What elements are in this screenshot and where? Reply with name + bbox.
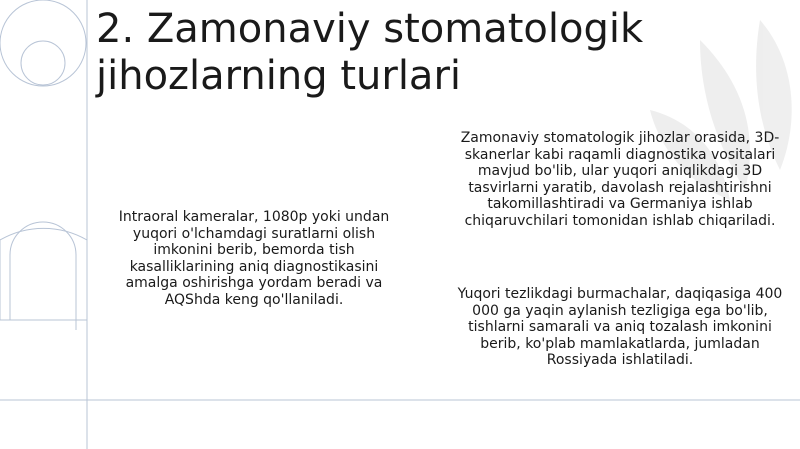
inner-arch [10,222,76,330]
large-circle [0,0,86,86]
small-circle [21,41,65,85]
slide-title: 2. Zamonaviy stomatologik jihozlarning turlari [96,6,644,99]
paragraph-3d-scanners: Zamonaviy stomatologik jihozlar orasida, 3D-skanerlar kabi raqamli diagnostika vositalari mavjud bo'lib, ular yuqori aniqlikdagi 3D tasvirlarni yaratib, davolash rejalashtirishni takomillashtiradi va Germaniya ishlab chiqaruvchilari tomonidan ishlab chiqariladi. [460,130,780,229]
outer-arch [0,228,87,449]
paragraph-intraoral-cameras: Intraoral kameralar, 1080p yoki undan yuqori o'lchamdagi suratlarni olish imkonini berib, bemorda tish kasalliklarining aniq diagnostikasini amalga oshirishga yordam beradi va AQShda keng qo'llaniladi. [118,209,390,308]
paragraph-high-speed-handpieces: Yuqori tezlikdagi burmachalar, daqiqasiga 400 000 ga yaqin aylanish tezligiga ega bo'lib, tishlarni samarali va aniq tozalash imkonini berib, ko'plab mamlakatlarda, jumladan Rossiyada ishlatiladi. [457,286,783,368]
